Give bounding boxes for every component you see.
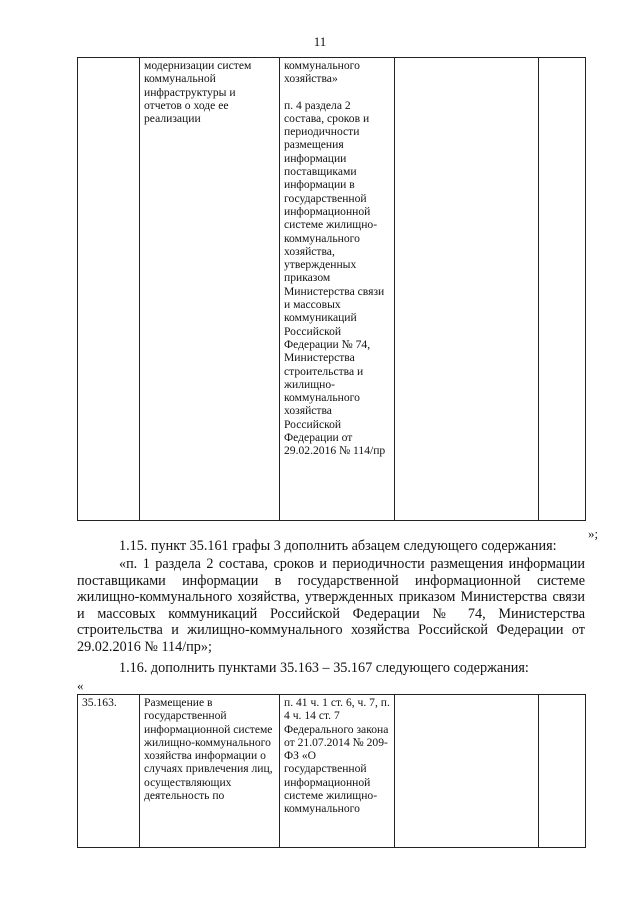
cell-text: 35.163. xyxy=(82,696,117,709)
empty-cell xyxy=(539,58,586,521)
continued-table xyxy=(77,57,586,521)
empty-cell xyxy=(539,695,586,848)
paragraph-1-15: 1.15. пункт 35.161 графы 3 дополнить абзацем следующего содержания: xyxy=(119,538,557,554)
new-items-table xyxy=(77,694,586,848)
paragraph-1-16: 1.16. дополнить пунктами 35.163 – 35.167 следующего содержания: xyxy=(119,660,529,676)
cell-text: Размещение в государственной информационной системе жилищно-коммунального хозяйства информации о случаях привлечения лиц, осуществляющих деятельность по xyxy=(144,696,273,803)
cell-text: коммунального хозяйства» xyxy=(284,59,360,86)
cell-text: модернизации систем коммунальной инфраструктуры и отчетов о ходе ее реализации xyxy=(144,59,252,126)
empty-cell xyxy=(395,58,539,521)
table-row xyxy=(78,695,586,848)
paragraph-quote: «п. 1 раздела 2 состава, сроков и периодичности размещения информации поставщиками информации в государственной информационной системе жилищно-коммунального хозяйства, утвержденных приказом Министерства связи и массовых коммуникаций Российской Федерации № 74, Министерства строительства и жилищно-коммунального хозяйства Российской Федерации от 29.02.2016 № 114/пр»; xyxy=(77,556,585,655)
number-cell xyxy=(78,695,140,848)
cell-text: п. 41 ч. 1 ст. 6, ч. 7, п. 4 ч. 14 ст. 7 Федерального закона от 21.07.2014 № 209-ФЗ «О государственной информационной системе жилищно-коммунального xyxy=(284,696,390,816)
opening-quote: « xyxy=(77,678,84,693)
description-cell xyxy=(140,58,280,521)
legal-basis-cell xyxy=(280,695,395,848)
table-row xyxy=(78,58,586,521)
cell-text: п. 4 раздела 2 состава, сроков и периодичности размещения информации поставщиками информации в государственной информационной системе жилищно-коммунального хозяйства, утвержденных приказом Министерства связи и массовых коммуникаций Российской Федерации № 74, Министерства строительства и жилищно-коммунального хозяйства Российской Федерации от 29.02.2016 № 114/пр xyxy=(284,98,386,458)
description-cell xyxy=(140,695,280,848)
closing-quote: »; xyxy=(588,526,599,541)
legal-basis-cell xyxy=(280,58,395,521)
page-number: 11 xyxy=(313,34,327,49)
empty-cell xyxy=(395,695,539,848)
number-cell xyxy=(78,58,140,521)
